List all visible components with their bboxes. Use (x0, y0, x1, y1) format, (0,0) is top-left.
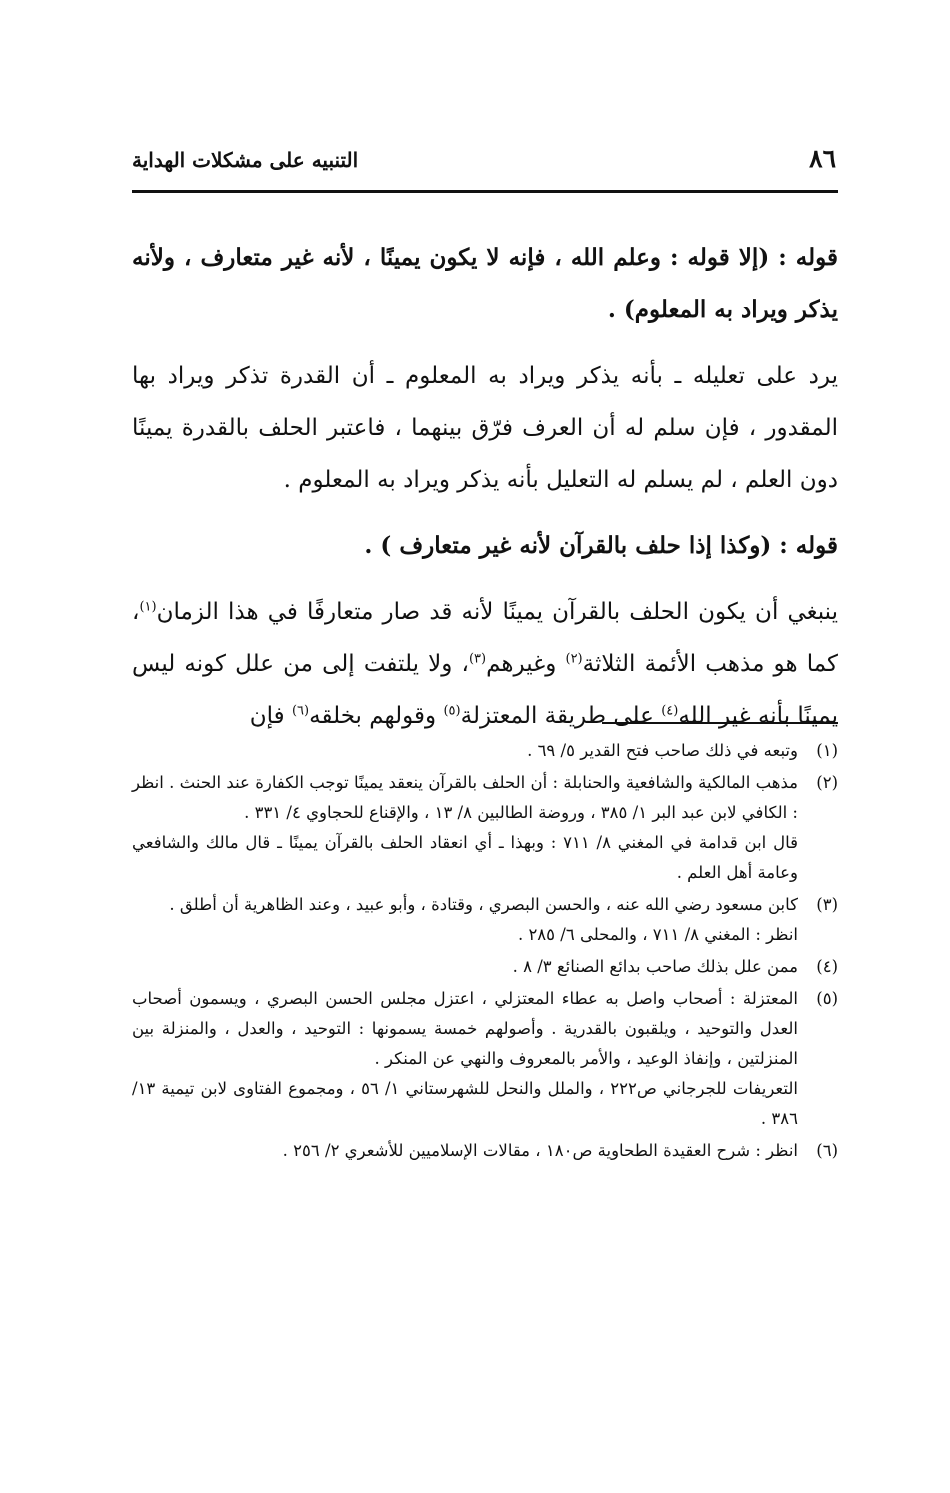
footnote-text: مذهب المالكية والشافعية والحنابلة : أن الحلف بالقرآن ينعقد يمينًا توجب الكفارة عند الحنث . انظر : الكافي لابن عبد البر ١/ ٣٨٥ ، وروضة الطالبين ٨/ ١٣ ، والإقناع للحجاوي ٤/ ٣٣١ . (132, 773, 798, 822)
footnote-text: المعتزلة : أصحاب واصل به عطاء المعتزلي ، اعتزل مجلس الحسن البصري ، ويسمون أصحاب العدل والتوحيد ، ويلقبون بالقدرية . وأصولهم خمسة يسمونها : التوحيد ، والعدل ، والمنزلة بين المنزلتين ، وإنفاذ الوعيد ، والأمر بالمعروف والنهي عن المنكر . (132, 989, 798, 1068)
footnote-number: (٦) (816, 1141, 838, 1160)
quote-paragraph-2: قوله : (وكذا إذا حلف بالقرآن لأنه غير متعارف ) . (364, 532, 838, 559)
text-run: ينبغي أن يكون الحلف بالقرآن يمينًا لأنه قد صار متعارفًا في هذا الزمان (156, 599, 838, 625)
running-header (132, 140, 838, 184)
footnote-number: (٤) (816, 957, 838, 976)
footnote-3 (132, 890, 838, 950)
header-divider (132, 190, 838, 193)
footnote-text: انظر : شرح العقيدة الطحاوية ص١٨٠ ، مقالات الإسلاميين للأشعري ٢/ ٢٥٦ . (282, 1141, 798, 1160)
footnote-5 (132, 984, 838, 1134)
footnote-ref-5[interactable]: (٥) (443, 703, 461, 719)
footnote-6 (132, 1136, 838, 1166)
footnote-2 (132, 768, 838, 888)
footnote-ref-2[interactable]: (٢) (565, 651, 583, 667)
text-run: على طريقة المعتزلة (460, 703, 662, 729)
text-run: ، ولا يلتفت إلى من علل كونه ليس يمينًا بأنه غير الله (132, 651, 838, 729)
footnote-ref-6[interactable]: (٦) (291, 703, 310, 719)
footnote-ref-1[interactable]: (١) (139, 599, 157, 615)
running-title: التنبيه على مشكلات الهداية (132, 148, 359, 172)
footnotes (132, 736, 838, 1168)
quote-paragraph-1: قوله : (إلا قوله : وعلم الله ، فإنه لا يكون يمينًا ، لأنه غير متعارف ، ولأنه يذكر ويراد به المعلوم) . (132, 244, 838, 323)
commentary-paragraph-2 (132, 586, 838, 742)
footnote-1 (132, 736, 838, 766)
footnote-4 (132, 952, 838, 982)
footnote-number: (٥) (816, 989, 838, 1008)
footnote-text: وتبعه في ذلك صاحب فتح القدير ٥/ ٦٩ . (527, 741, 798, 760)
text-run: وغيرهم (486, 651, 566, 677)
footnote-text: قال ابن قدامة في المغني ٨/ ٧١١ : وبهذا ـ أي انعقاد الحلف بالقرآن يمينًا ـ قال مالك والشافعي وعامة أهل العلم . (132, 833, 798, 882)
text-run: وقولهم بخلقه (309, 703, 444, 729)
main-text (132, 232, 838, 756)
text-run: ، كما هو مذهب الأئمة الثلاثة (132, 599, 838, 677)
text-run: فإن (249, 703, 292, 729)
footnote-separator (602, 722, 838, 724)
footnote-number: (٣) (816, 895, 838, 914)
footnote-text: التعريفات للجرجاني ص٢٢٢ ، والملل والنحل للشهرستاني ١/ ٥٦ ، ومجموع الفتاوى لابن تيمية ١٣/ ٣٨٦ . (132, 1079, 798, 1128)
footnote-number: (٢) (816, 773, 838, 792)
footnote-ref-3[interactable]: (٣) (468, 651, 487, 667)
footnote-ref-4[interactable]: (٤) (661, 703, 679, 719)
commentary-paragraph-1: يرد على تعليله ـ بأنه يذكر ويراد به المعلوم ـ أن القدرة تذكر ويراد بها المقدور ، فإن سلم له أن العرف فرّق بينهما ، فاعتبر الحلف بالقدرة يمينًا دون العلم ، لم يسلم له التعليل بأنه يذكر ويراد به المعلوم . (132, 363, 838, 493)
footnote-text: انظر : المغني ٨/ ٧١١ ، والمحلى ٦/ ٢٨٥ . (517, 925, 798, 944)
page-number: ٨٦ (809, 144, 836, 173)
footnote-number: (١) (816, 741, 838, 760)
footnote-text: ممن علل بذلك صاحب بدائع الصنائع ٣/ ٨ . (512, 957, 798, 976)
footnote-text: كابن مسعود رضي الله عنه ، والحسن البصري ، وقتادة ، وأبو عبيد ، وعند الظاهرية أن أطلق . (169, 895, 798, 914)
